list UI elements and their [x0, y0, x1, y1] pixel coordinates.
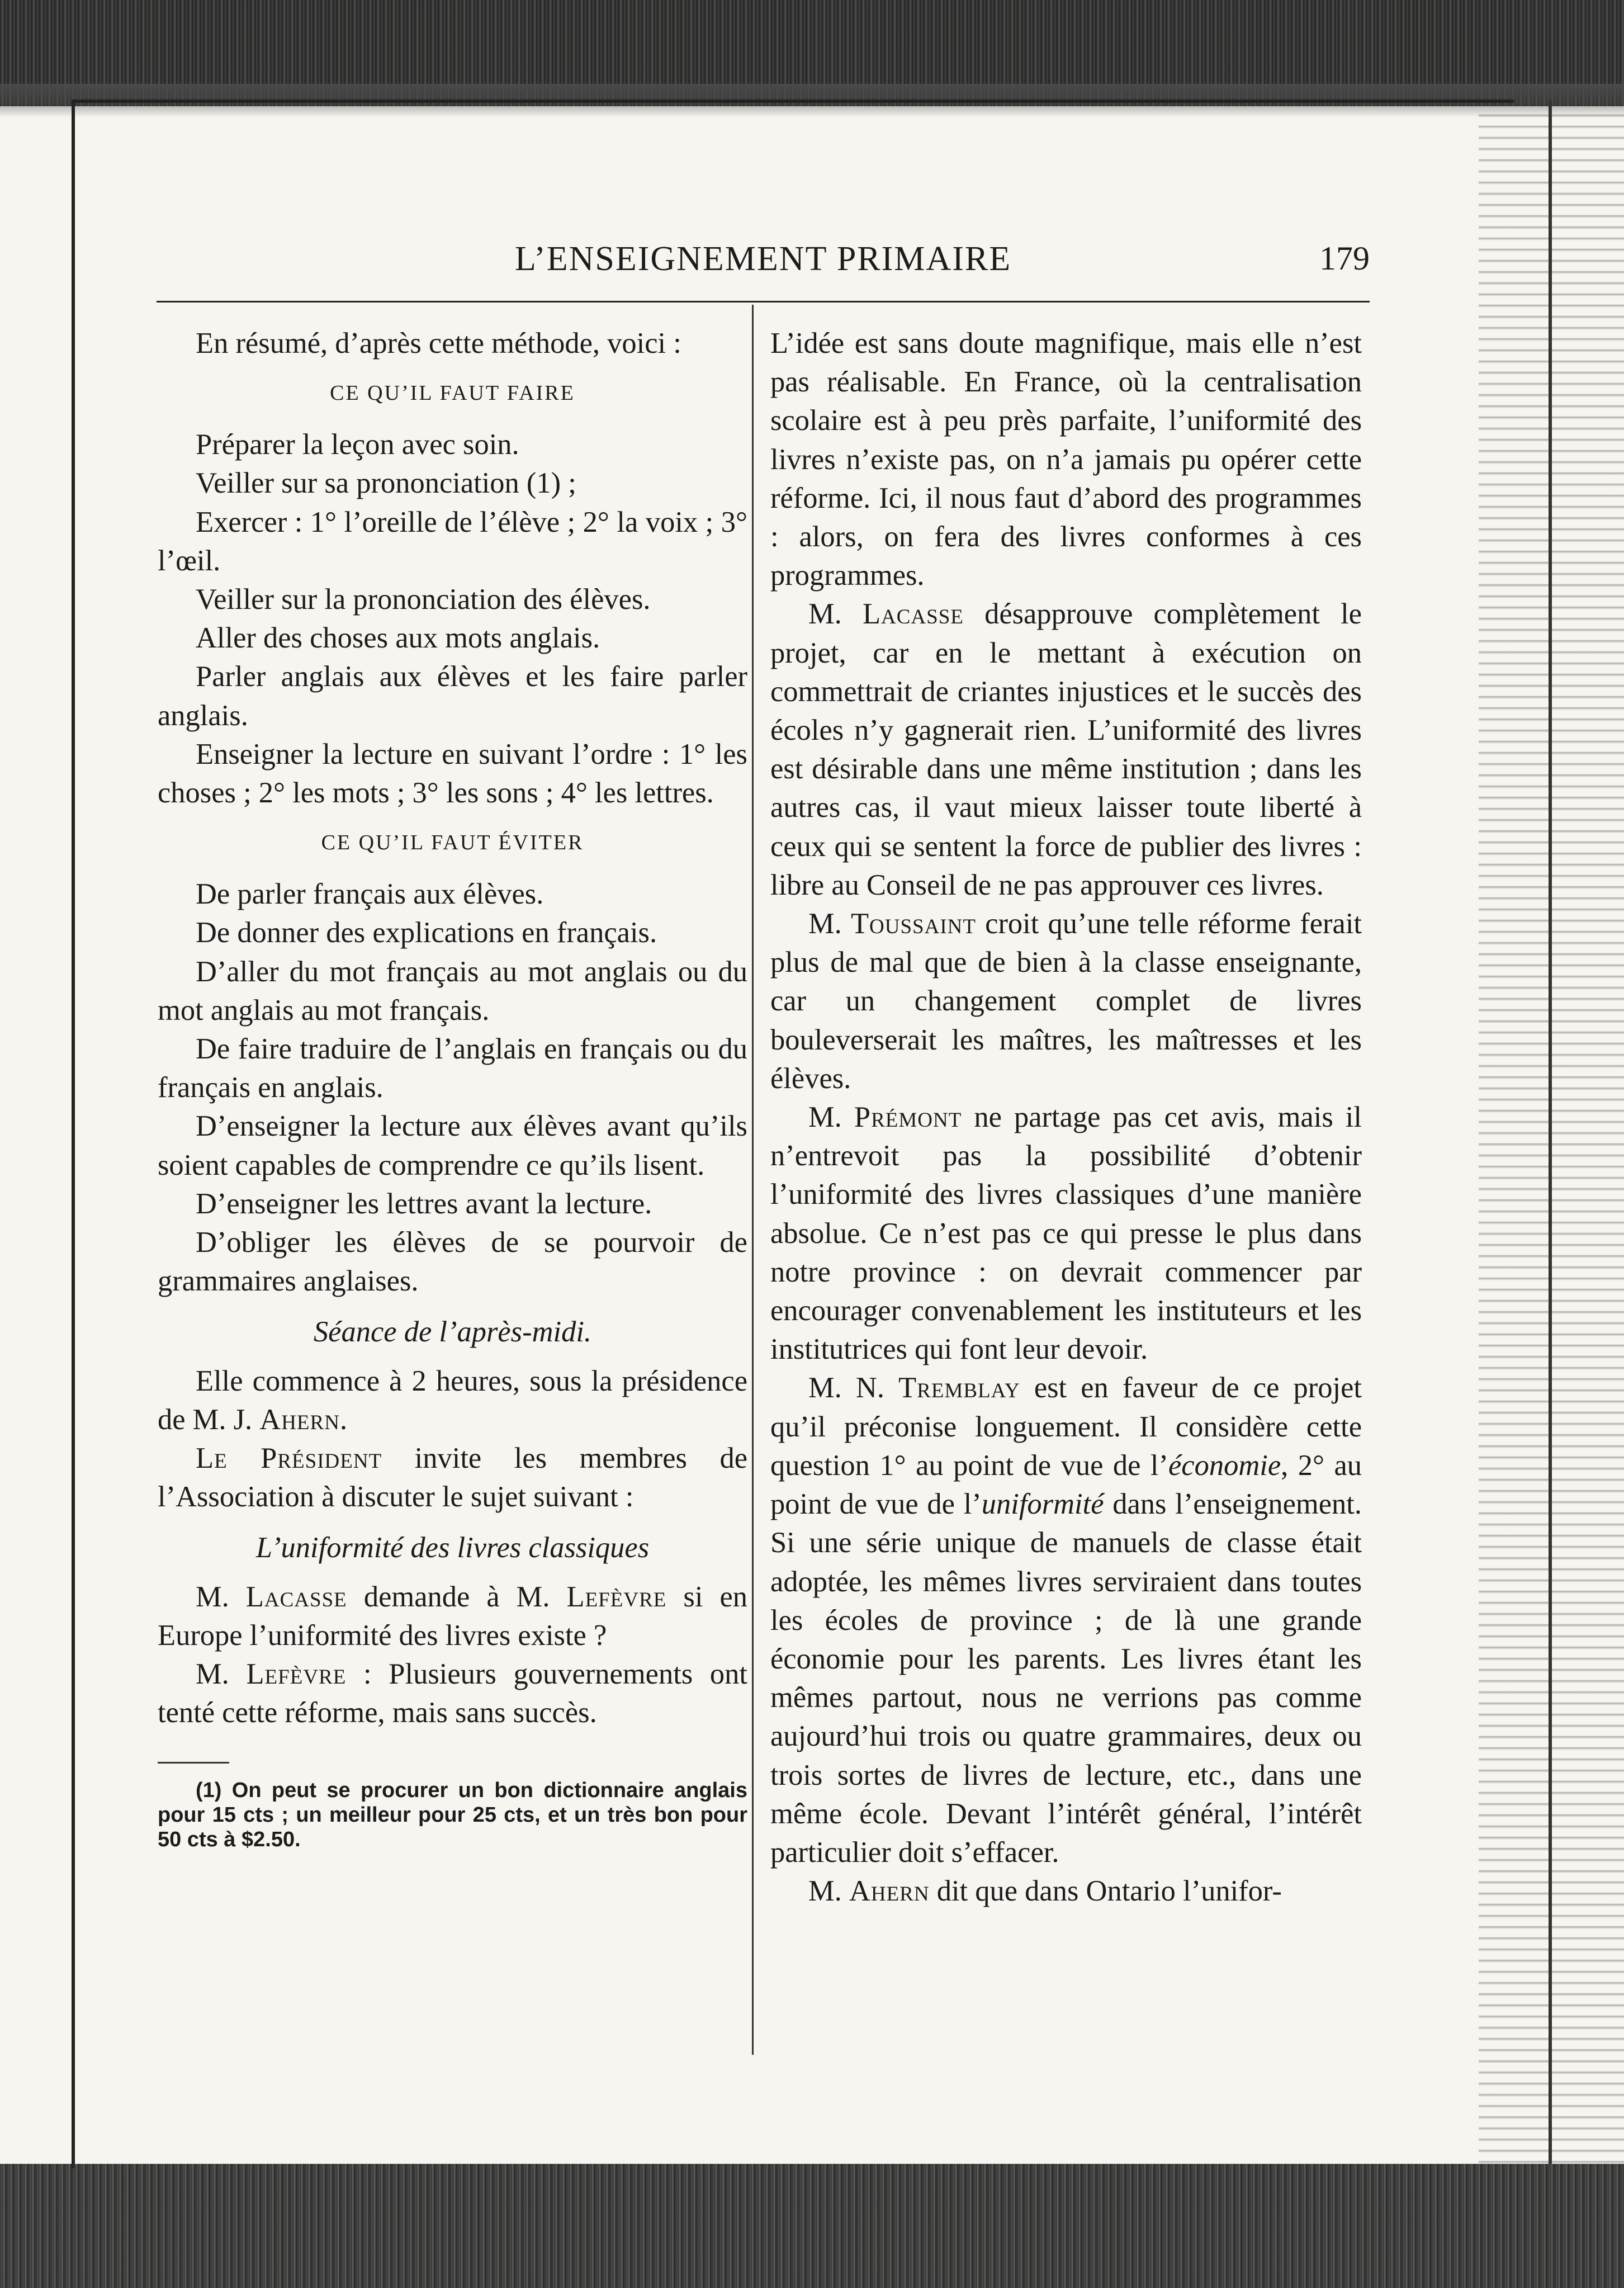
do-item: Veiller sur sa prononciation (1) ;: [196, 467, 576, 500]
avoid-item: De faire traduire de l’anglais en français ou du français en anglais.: [158, 1033, 747, 1104]
speaker-name: Ahern: [259, 1403, 340, 1436]
intro-paragraph: En résumé, d’après cette méthode, voici :: [196, 327, 681, 360]
text-run: est en faveur de ce projet qu’il préconise longuement. Il considère cette question 1° au point de vue de l’: [770, 1372, 1362, 1482]
do-item: Parler anglais aux élèves et les faire parler anglais.: [158, 660, 747, 732]
session-paragraph: [158, 1362, 747, 1439]
text-run: M.: [808, 1101, 854, 1134]
page-edge-right: [1549, 101, 1552, 2164]
toussaint-paragraph: [770, 905, 1362, 1098]
heading-what-to-do: CE QU’IL FAUT FAIRE: [330, 381, 575, 405]
page-edge-left: [72, 100, 75, 2168]
do-item: Veiller sur la prononciation des élèves.: [196, 583, 651, 616]
running-title: L’ENSEIGNEMENT PRIMAIRE: [514, 240, 1012, 278]
do-item: Enseigner la lecture en suivant l’ordre : 1° les choses ; 2° les mots ; 3° les sons ; 4° les lettres.: [158, 738, 747, 810]
text-run: ne partage pas cet avis, mais il n’entrevoit pas la possibilité d’obtenir l’uniformité des livres classiques d’une manière absolue. Ce n’est pas ce qui presse le plus dans notre province : on devrait commencer par encourager convenablement les instituteurs et les institutrices qui font leur devoir.: [770, 1101, 1362, 1366]
avoid-item: D’enseigner les lettres avant la lecture.: [196, 1187, 652, 1220]
avoid-item: D’obliger les élèves de se pourvoir de grammaires anglaises.: [158, 1226, 747, 1298]
text-run: dans l’enseignement. Si une série unique de manuels de classe était adoptée, les mêmes livres serviraient dans toutes les écoles de province ; de là une grande économie pour les parents. Les livres étant les mêmes partout, nous ne verrions pas comme aujourd’hui trois ou quatre grammaires, deux ou trois sortes de livres de lecture, etc., dans une même école. Devant l’intérêt général, l’intérêt particulier doit s’effacer.: [770, 1488, 1362, 1869]
text-run: M.: [808, 907, 851, 940]
lacasse-question: [158, 1578, 747, 1655]
speaker-name: Tremblay: [898, 1372, 1020, 1405]
avoid-item: D’aller du mot français au mot anglais ou du mot anglais au mot français.: [158, 955, 747, 1027]
text-run: M.: [808, 1875, 849, 1908]
text-run: M.: [196, 1580, 246, 1613]
page-header: [157, 235, 1370, 285]
footnote: (1) On peut se procurer un bon dictionnaire anglais pour 15 cts ; un meilleur pour 25 cts, et un très bon pour 50 cts à $2.50.: [158, 1778, 747, 1851]
speaker-name: Ahern: [849, 1875, 930, 1908]
text-run: désapprouve complètement le projet, car en le mettant à exécution on commettrait de criantes injustices et le succès des écoles n’y gagnerait rien. L’uniformité des livres est désirable dans une même institution ; dans les autres cas, il vaut mieux laisser toute liberté à ceux qui se sentent la force de publier des livres : libre au Conseil de ne pas approuver ces livres.: [770, 598, 1362, 901]
lefevre-answer: [158, 1655, 747, 1732]
text-run: , 2° au point de vue de l’: [770, 1449, 1362, 1521]
column-divider: [752, 305, 754, 2055]
right-column: [770, 324, 1362, 1911]
speaker-name: Le Président: [196, 1442, 382, 1475]
do-item: Exercer : 1° l’oreille de l’élève ; 2° la voix ; 3° l’œil.: [158, 505, 747, 577]
speaker-name: Toussaint: [850, 907, 976, 940]
ahern-paragraph: [770, 1872, 1362, 1911]
footnote-rule: [158, 1762, 229, 1764]
text-run: invite les membres de l’Association à discuter le sujet suivant :: [158, 1442, 747, 1514]
text-run: : Plusieurs gouvernements ont tenté cette réforme, mais sans succès.: [158, 1658, 747, 1729]
lacasse-paragraph: [770, 595, 1362, 905]
avoid-item: D’enseigner la lecture aux élèves avant qu’ils soient capables de comprendre ce qu’ils lisent.: [158, 1110, 747, 1181]
session-heading: Séance de l’après-midi.: [313, 1316, 592, 1349]
text-run: Elle commence à 2 heures, sous la présidence de M. J.: [158, 1364, 747, 1436]
page-edge-top: [72, 100, 1514, 103]
paragraph-continued: L’idée est sans doute magnifique, mais elle n’est pas réalisable. En France, où la centralisation scolaire est à peu près parfaite, l’uniformité des livres n’existe pas, on n’a jamais pu opérer cette réforme. Ici, il nous faut d’abord des programmes : alors, on fera des livres conformes à ces programmes.: [770, 327, 1362, 592]
speaker-name: Lefèvre: [566, 1580, 667, 1613]
avoid-item: De donner des explications en français.: [196, 916, 657, 949]
premont-paragraph: [770, 1098, 1362, 1369]
text-run: dit que dans Ontario l’unifor-: [929, 1875, 1282, 1908]
text-run: M.: [808, 598, 863, 631]
heading-what-to-avoid: CE QU’IL FAUT ÉVITER: [321, 831, 584, 855]
page-number: 179: [1319, 240, 1370, 277]
avoid-item: De parler français aux élèves.: [196, 878, 544, 911]
text-run: si en Europe l’uniformité des livres existe ?: [158, 1580, 747, 1652]
speaker-name: Lefèvre: [246, 1658, 347, 1691]
header-rule: [157, 301, 1370, 302]
left-column: [158, 324, 747, 1852]
president-paragraph: [158, 1439, 747, 1516]
do-item: Préparer la leçon avec soin.: [196, 428, 519, 461]
italic-term: uniformité: [981, 1488, 1104, 1521]
tremblay-paragraph: [770, 1369, 1362, 1872]
scan-border-bottom: [0, 2164, 1624, 2288]
speaker-name: Prémont: [854, 1101, 962, 1134]
speaker-name: Lacasse: [862, 598, 964, 631]
speaker-name: Lacasse: [245, 1580, 347, 1613]
text-run: .: [339, 1403, 348, 1436]
text-run: M.: [196, 1658, 247, 1691]
text-run: croit qu’une telle réforme ferait plus de mal que de bien à la classe enseignante, car un changement complet de livres bouleverserait les maîtres, les maîtresses et les élèves.: [770, 907, 1362, 1095]
do-item: Aller des choses aux mots anglais.: [196, 622, 600, 655]
text-run: M. N.: [808, 1372, 899, 1405]
topic-heading: L’uniformité des livres classiques: [255, 1531, 650, 1564]
text-run: demande à M.: [347, 1580, 567, 1613]
italic-term: économie: [1168, 1449, 1281, 1482]
